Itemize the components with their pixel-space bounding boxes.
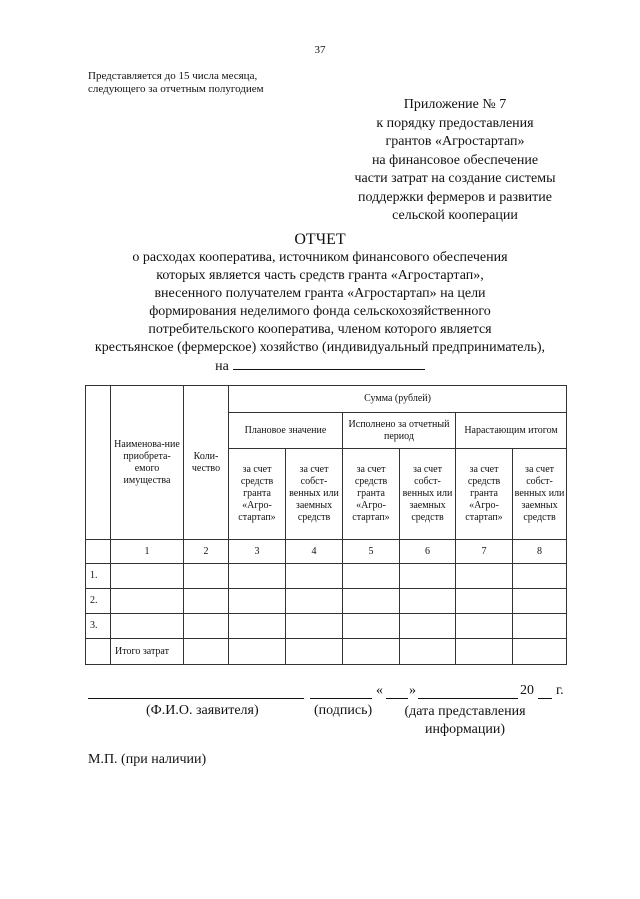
appendix-line: грантов «Агростартап» [385, 134, 525, 149]
column-number: 3 [229, 540, 286, 564]
year-suffix: г. [556, 683, 564, 698]
header-own-funds: за счет собст-венных или заемных средств [400, 449, 456, 540]
expense-report-table [85, 385, 567, 665]
table-cell[interactable] [111, 564, 184, 589]
table-cell[interactable] [286, 564, 343, 589]
table-cell[interactable] [229, 589, 286, 614]
table-cell[interactable] [184, 614, 229, 639]
row-number: 2. [86, 589, 111, 614]
row-number: 1. [86, 564, 111, 589]
header-group-planned: Плановое значение [229, 413, 343, 449]
total-row [86, 639, 567, 665]
year-field[interactable] [538, 698, 552, 699]
column-number: 5 [343, 540, 400, 564]
table-cell[interactable] [343, 589, 400, 614]
header-own-funds: за счет собст-венных или заемных средств [286, 449, 343, 540]
date-label [400, 703, 530, 739]
day-quote-close: » [409, 683, 416, 698]
table-cell[interactable] [286, 589, 343, 614]
submission-note [88, 70, 348, 96]
appendix-line: сельской кооперации [392, 208, 518, 223]
month-field[interactable] [418, 698, 518, 699]
header-group-executed: Исполнено за отчетный период [343, 413, 456, 449]
table-cell[interactable] [229, 639, 286, 665]
table-cell[interactable] [229, 564, 286, 589]
header-sum: Сумма (рублей) [229, 386, 567, 413]
appendix-line: поддержки фермеров и развитие [358, 189, 552, 205]
report-subtitle-line: о расходах кооператива, источником финансового обеспечения [132, 250, 508, 265]
table-row [86, 614, 567, 639]
table-cell[interactable] [286, 639, 343, 665]
report-date-prefix: на [215, 359, 229, 374]
appendix-line: Приложение № 7 [403, 97, 507, 112]
table-cell[interactable] [184, 564, 229, 589]
column-number: 8 [513, 540, 567, 564]
table-cell[interactable] [343, 639, 400, 665]
total-label: Итого затрат [111, 639, 184, 665]
table-cell[interactable] [286, 614, 343, 639]
column-number: 6 [400, 540, 456, 564]
table-cell[interactable] [184, 589, 229, 614]
column-number: 1 [111, 540, 184, 564]
submission-note-line: следующего за отчетным полугодием [88, 83, 264, 95]
header-grant-funds: за счет средств гранта «Агро-стартап» [456, 449, 513, 540]
report-date-field[interactable] [233, 357, 425, 370]
report-subtitle-line: формирования неделимого фонда сельскохозяйственного [149, 304, 491, 319]
table-cell[interactable] [400, 614, 456, 639]
table-cell[interactable] [184, 639, 229, 665]
table-cell[interactable] [343, 614, 400, 639]
report-subtitle-line: внесенного получателем гранта «Агростартап» на цели [154, 286, 486, 301]
report-title: ОТЧЕТ [294, 231, 346, 248]
appendix-line: на финансовое обеспечение [371, 152, 539, 168]
header-grant-funds: за счет средств гранта «Агро-стартап» [229, 449, 286, 540]
table-cell[interactable] [400, 564, 456, 589]
page-number: 37 [314, 44, 326, 56]
appendix-line: части затрат на создание системы [354, 171, 556, 186]
table-cell[interactable] [400, 639, 456, 665]
table-cell[interactable] [229, 614, 286, 639]
row-number: 3. [86, 614, 111, 639]
date-label-line: информации) [425, 722, 505, 737]
applicant-name-line[interactable] [88, 698, 304, 699]
table-row [86, 589, 567, 614]
table-cell[interactable] [343, 564, 400, 589]
applicant-name-label: (Ф.И.О. заявителя) [146, 703, 259, 718]
table-cell[interactable] [513, 639, 567, 665]
column-number: 2 [184, 540, 229, 564]
header-row-number [86, 386, 111, 540]
submission-note-line: Представляется до 15 числа месяца, [88, 70, 258, 82]
appendix-line: к порядку предоставления [376, 115, 534, 131]
header-grant-funds: за счет средств гранта «Агро-стартап» [343, 449, 400, 540]
appendix-reference [330, 96, 580, 226]
table-cell[interactable] [456, 564, 513, 589]
table-cell[interactable] [456, 614, 513, 639]
report-subtitle-line: которых является часть средств гранта «Агростартап», [156, 268, 484, 283]
report-date-line [80, 357, 560, 376]
table-cell[interactable] [513, 589, 567, 614]
table-cell[interactable] [111, 589, 184, 614]
signature-line[interactable] [310, 698, 372, 699]
table-cell[interactable] [513, 614, 567, 639]
column-number-blank [86, 540, 111, 564]
column-number-row [86, 540, 567, 564]
table-cell[interactable] [456, 639, 513, 665]
year-prefix: 20 [520, 683, 534, 698]
column-number: 4 [286, 540, 343, 564]
header-own-funds: за счет собст-венных или заемных средств [513, 449, 567, 540]
table-cell[interactable] [513, 564, 567, 589]
header-group-cumulative: Нарастающим итогом [456, 413, 567, 449]
report-heading [80, 230, 560, 376]
day-field[interactable] [386, 698, 408, 699]
signature-label: (подпись) [314, 703, 373, 718]
column-number: 7 [456, 540, 513, 564]
date-label-line: (дата представления [404, 704, 526, 719]
day-quote-open: « [376, 683, 383, 698]
stamp-note: М.П. (при наличии) [88, 752, 207, 767]
table-row [86, 564, 567, 589]
table-cell[interactable] [456, 589, 513, 614]
header-quantity: Коли-чество [184, 386, 229, 540]
header-property-name: Наименова-ние приобрета-емого имущества [111, 386, 184, 540]
table-cell[interactable] [111, 614, 184, 639]
total-row-number [86, 639, 111, 665]
report-subtitle-line: потребительского кооператива, членом которого является [148, 322, 492, 337]
report-subtitle-line: крестьянское (фермерское) хозяйство (индивидуальный предприниматель), [94, 340, 546, 355]
table-cell[interactable] [400, 589, 456, 614]
